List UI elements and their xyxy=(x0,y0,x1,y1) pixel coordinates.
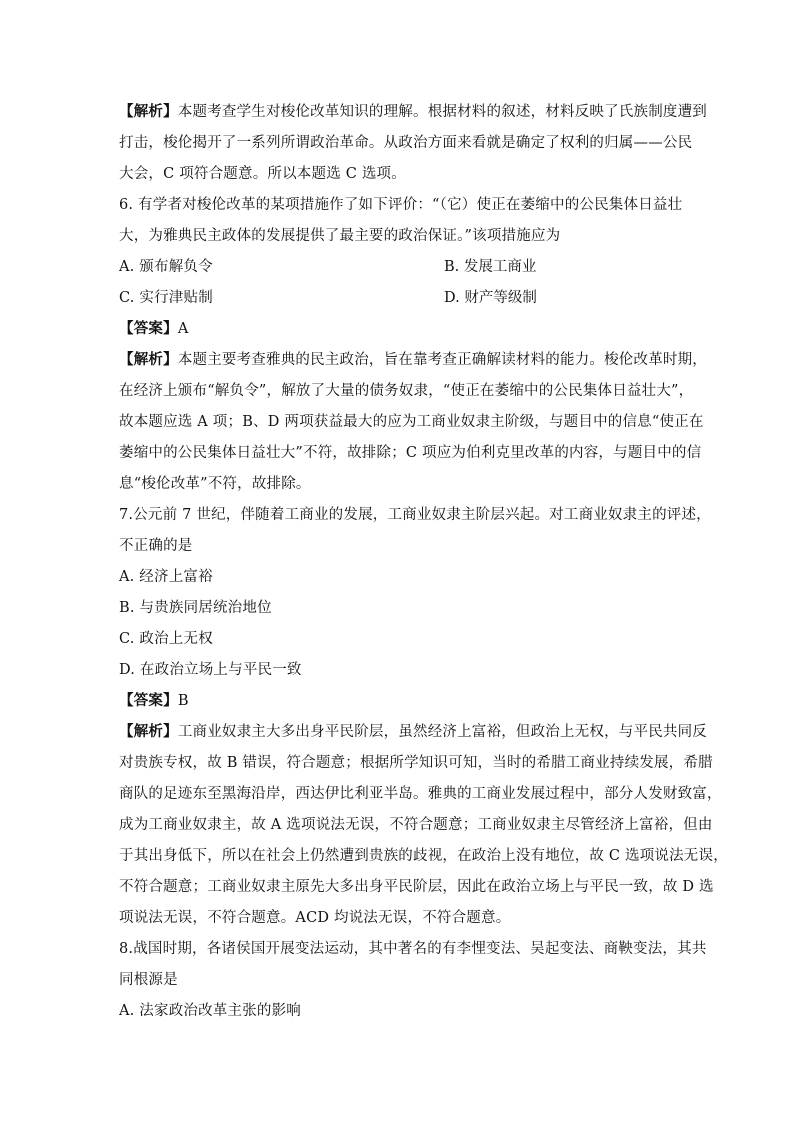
question-7-option-a: A. 经济上富裕 xyxy=(119,569,213,585)
analysis-paragraph-1-line-2: 打击，梭伦揭开了一系列所谓政治革命。从政治方面来看就是确定了权利的归属——公民 xyxy=(119,135,693,151)
question-6-analysis-line-2: 在经济上颁布“解负令”，解放了大量的债务奴隶，“使正在萎缩中的公民集体日益壮大”， xyxy=(119,383,694,399)
question-6-option-c: C. 实行津贴制 xyxy=(119,290,213,306)
analysis-label: 【解析】 xyxy=(119,723,178,740)
question-7-stem-line-1: 7.公元前 7 世纪，伴随着工商业的发展，工商业奴隶主阶层兴起。对工商业奴隶主的评述， xyxy=(119,507,711,523)
question-6-option-b: B. 发展工商业 xyxy=(444,259,537,275)
question-6-analysis-line-3: 故本题应选 A 项；B、D 两项获益最大的应为工商业奴隶主阶级，与题目中的信息“使正在 xyxy=(119,414,704,430)
question-7-analysis-line-6: 不符合题意；工商业奴隶主原先大多出身平民阶层，因此在政治立场上与平民一致，故 D 选 xyxy=(119,879,714,895)
question-7-analysis-line-3: 商队的足迹东至黑海沿岸，西达伊比利亚半岛。雅典的工商业发展过程中，部分人发财致富， xyxy=(119,786,722,802)
question-7-option-c: C. 政治上无权 xyxy=(119,631,213,647)
question-8-stem-line-2: 同根源是 xyxy=(119,972,178,988)
analysis-label: 【解析】 xyxy=(119,351,178,368)
analysis-text: 工商业奴隶主大多出身平民阶层，虽然经济上富裕，但政治上无权，与平民共同反 xyxy=(177,724,708,740)
answer-label: 【答案】 xyxy=(119,692,178,709)
question-7-analysis-line-1 xyxy=(119,722,708,742)
question-7-analysis-line-7: 项说法无误，不符合题意。ACD 均说法无误，不符合题意。 xyxy=(119,910,511,926)
answer-label: 【答案】 xyxy=(119,320,178,337)
question-7-option-b: B. 与贵族同居统治地位 xyxy=(119,600,272,616)
question-7-analysis-line-2: 对贵族专权，故 B 错误，符合题意；根据所学知识可知，当时的希腊工商业持续发展，希腊 xyxy=(119,755,713,771)
question-6-analysis-line-5: 息“梭伦改革”不符，故排除。 xyxy=(119,476,311,492)
question-6-analysis-line-4: 萎缩中的公民集体日益壮大”不符，故排除；C 项应为伯利克里改革的内容，与题目中的信 xyxy=(119,445,702,461)
question-7-analysis-line-4: 成为工商业奴隶主，故 A 选项说法无误，不符合题意；工商业奴隶主尽管经济上富裕，但由 xyxy=(119,817,713,833)
analysis-text: 本题主要考查雅典的民主政治，旨在靠考查正确解读材料的能力。梭伦改革时期， xyxy=(177,352,708,368)
question-6-option-d: D. 财产等级制 xyxy=(444,290,537,306)
answer-value: A xyxy=(177,321,189,337)
question-6-stem-line-2: 大，为雅典民主政体的发展提供了最主要的政治保证。”该项措施应为 xyxy=(119,228,561,244)
analysis-text: 本题考查学生对梭伦改革知识的理解。根据材料的叙述，材料反映了氏族制度遭到 xyxy=(177,104,708,120)
question-7-analysis-line-5: 于其出身低下，所以在社会上仍然遭到贵族的歧视，在政治上没有地位，故 C 选项说法无误， xyxy=(119,848,728,864)
analysis-paragraph-1-line-1 xyxy=(119,102,708,122)
question-6-analysis-line-1 xyxy=(119,350,708,370)
analysis-label: 【解析】 xyxy=(119,103,178,120)
question-6-answer xyxy=(119,319,679,339)
question-7-answer xyxy=(119,691,679,711)
question-6-option-a: A. 颁布解负令 xyxy=(119,259,213,275)
analysis-paragraph-1-line-3: 大会，C 项符合题意。所以本题选 C 选项。 xyxy=(119,166,406,182)
answer-value: B xyxy=(177,693,189,709)
question-7-stem-line-2: 不正确的是 xyxy=(119,538,193,554)
question-6-stem-line-1: 6. 有学者对梭伦改革的某项措施作了如下评价：“（它）使正在萎缩中的公民集体日益壮 xyxy=(119,197,683,213)
question-8-option-a: A. 法家政治改革主张的影响 xyxy=(119,1003,301,1019)
question-8-stem-line-1: 8.战国时期，各诸侯国开展变法运动，其中著名的有李悝变法、吴起变法、商鞅变法，其共 xyxy=(119,941,707,957)
question-7-option-d: D. 在政治立场上与平民一致 xyxy=(119,662,302,678)
